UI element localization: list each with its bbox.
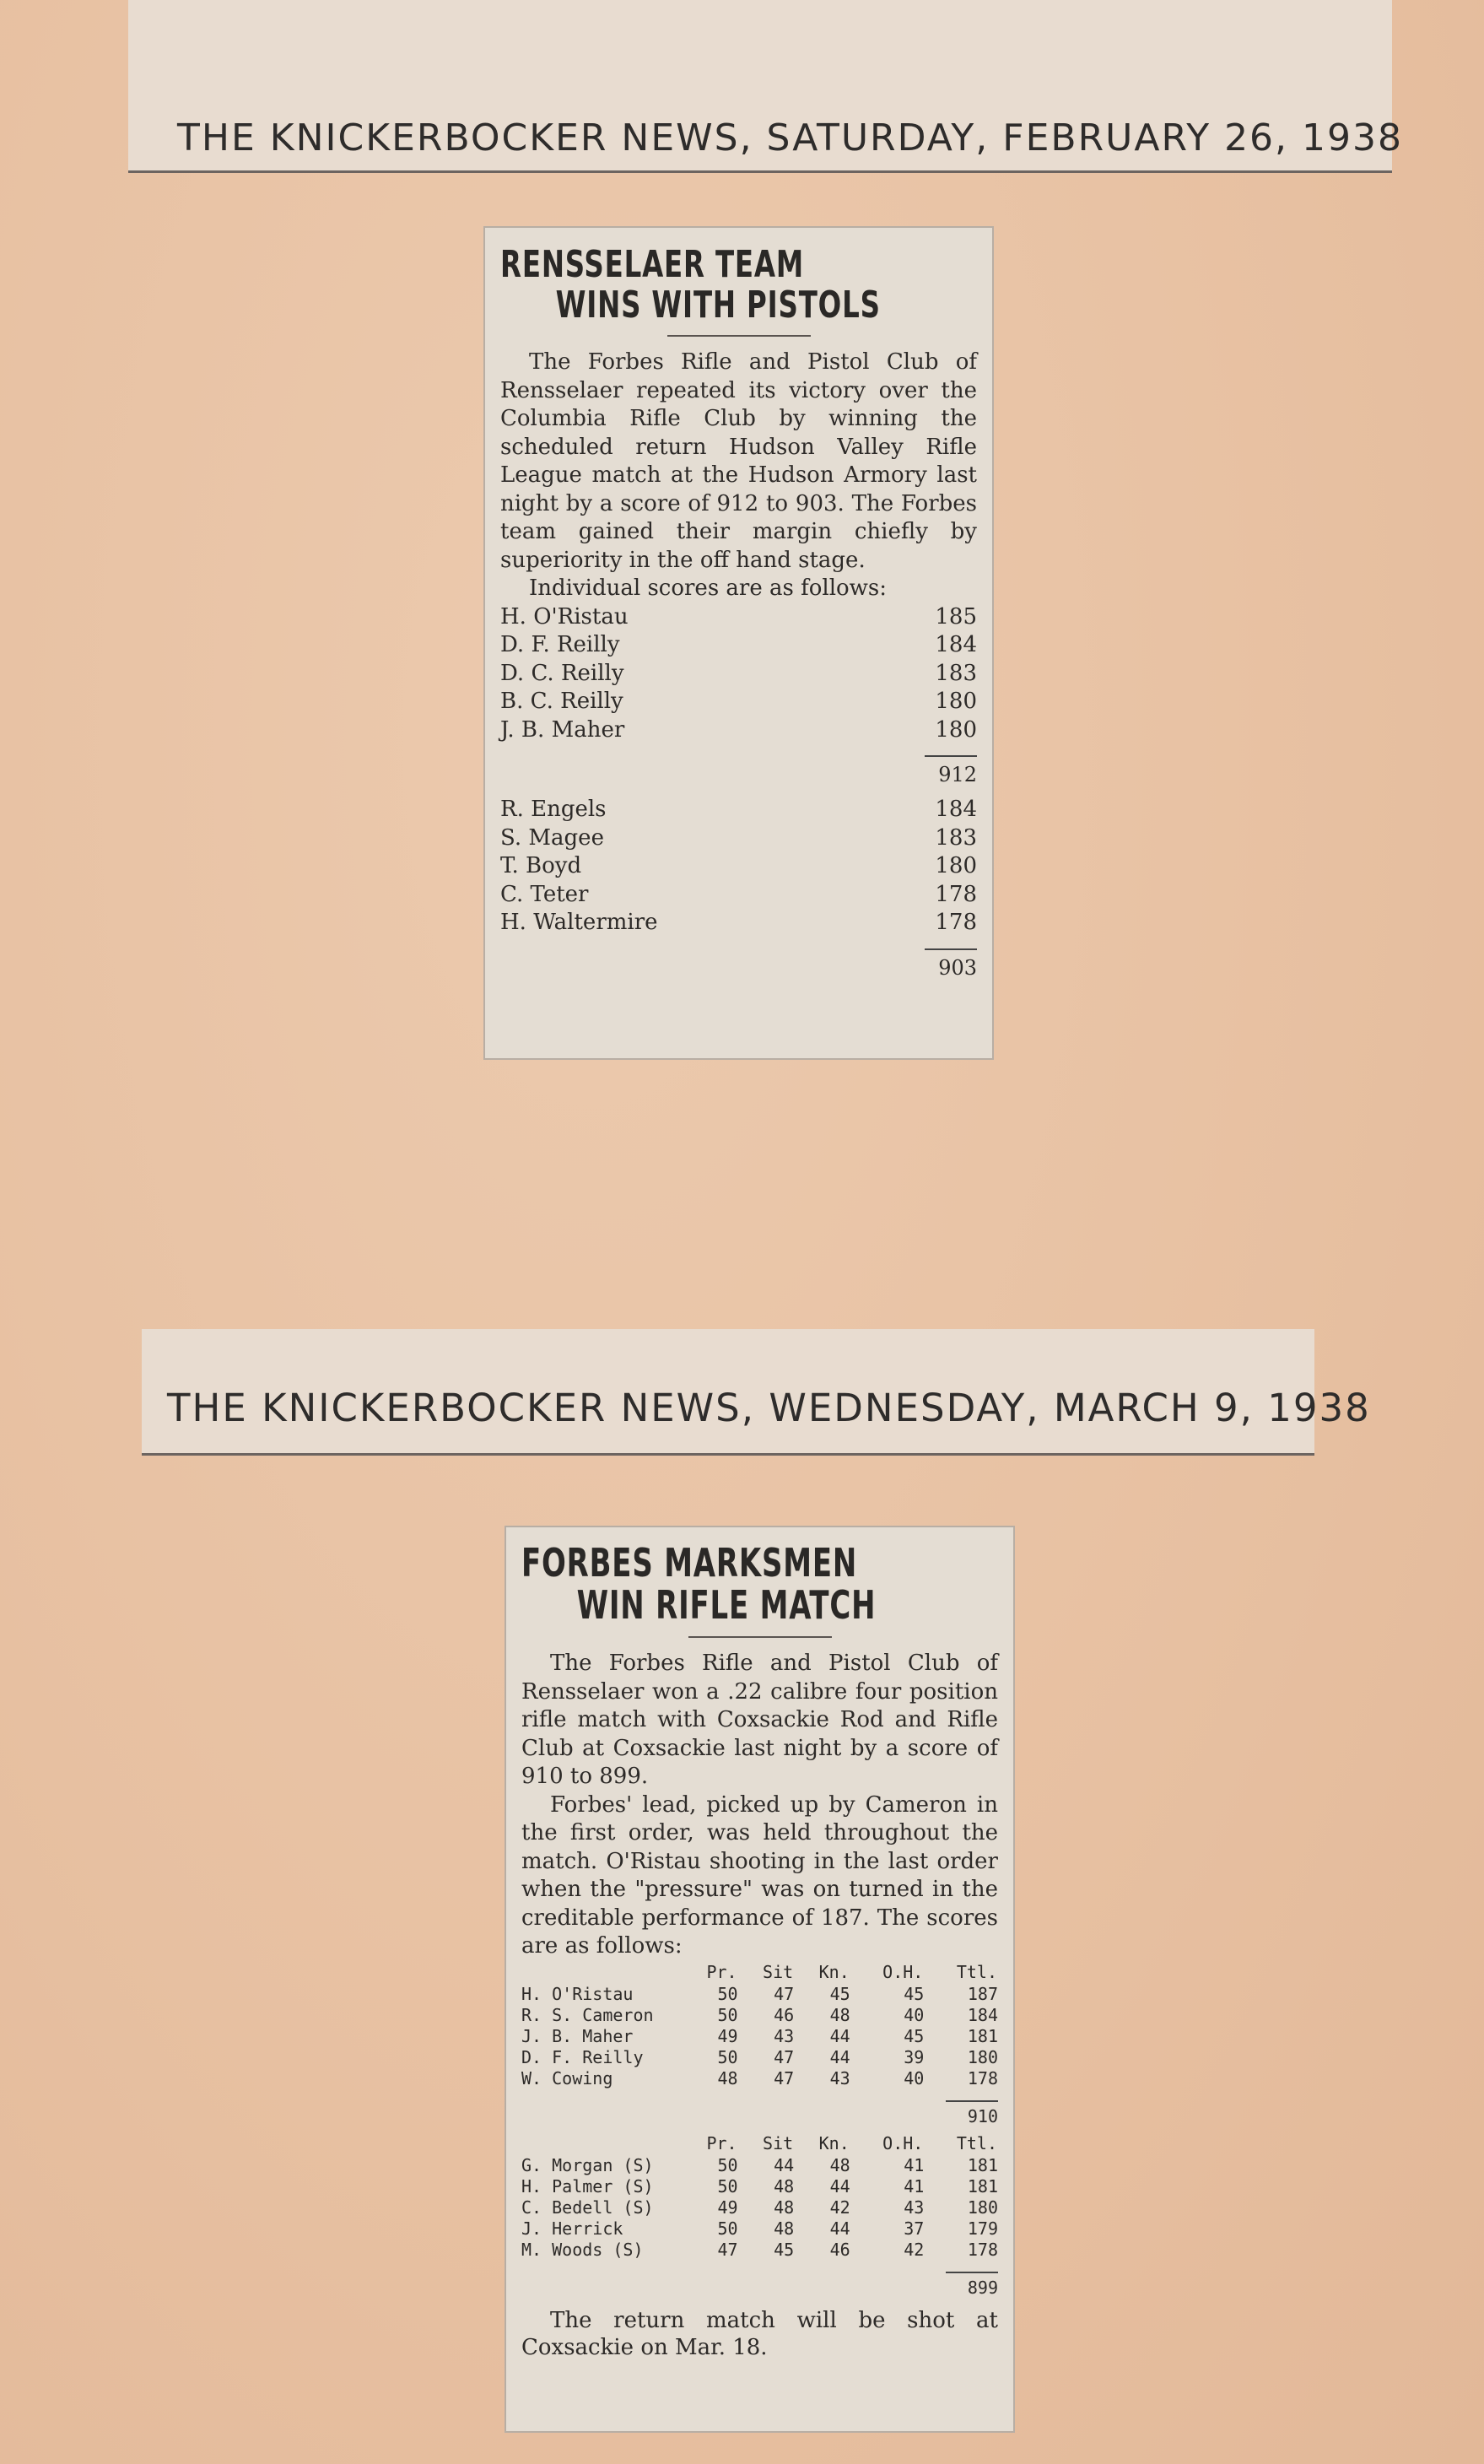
- headline-line-1: FORBES MARKSMEN: [521, 1540, 858, 1586]
- offhand-score: 40: [904, 2004, 925, 2025]
- team-total-forbes: 912: [938, 763, 977, 787]
- total-score: 178: [967, 2067, 998, 2088]
- total-score: 187: [967, 1983, 998, 2004]
- score-row: [500, 852, 977, 881]
- shooter-score: 183: [935, 824, 977, 851]
- column-header: Ttl.: [956, 2132, 997, 2153]
- prone-score: 47: [717, 2239, 738, 2260]
- total-score: 180: [967, 2046, 998, 2067]
- shooter-name: R. Engels: [500, 797, 607, 823]
- shooter-name: B. C. Reilly: [500, 689, 623, 715]
- score-row: [500, 824, 977, 853]
- headline-line-1: RENSSELAER TEAM: [500, 243, 804, 286]
- column-header: Kn.: [818, 2132, 850, 2153]
- shooter-name: W. Cowing: [521, 2067, 613, 2088]
- score-row: [521, 2176, 998, 2197]
- shooter-score: 183: [935, 660, 977, 686]
- column-header: Sit: [763, 2132, 794, 2153]
- score-row: [521, 2047, 998, 2068]
- article-clipping-rifle: [505, 1526, 1015, 2433]
- column-header: Kn.: [818, 1961, 850, 1982]
- headline: [500, 245, 985, 325]
- sitting-score: 43: [774, 2025, 795, 2046]
- prone-score: 50: [717, 2218, 738, 2239]
- shooter-name: J. B. Maher: [521, 2025, 634, 2046]
- column-header: Ttl.: [956, 1961, 997, 1982]
- headline-rule: [688, 1636, 832, 1638]
- column-header: Pr.: [706, 1961, 737, 1982]
- kneeling-score: 46: [829, 2239, 850, 2260]
- total-score: 181: [967, 2175, 998, 2197]
- headline-rule: [667, 335, 811, 337]
- shooter-name: C. Teter: [500, 881, 589, 907]
- article-paragraph-1: The Forbes Rifle and Pistol Club of Rensselaer won a .22 calibre four position rifle match with Coxsackie Rod and Rifle Club at Coxsackie last night by a score of 910 to 899.: [521, 1651, 998, 1790]
- shooter-name: G. Morgan (S): [521, 2154, 654, 2175]
- shooter-name: J. B. Maher: [500, 716, 625, 743]
- total-rule: [521, 2089, 998, 2105]
- article-body: [500, 349, 977, 603]
- kneeling-score: 44: [829, 2046, 850, 2067]
- total-score: 179: [967, 2218, 998, 2239]
- kneeling-score: 44: [829, 2175, 850, 2197]
- offhand-score: 37: [904, 2218, 925, 2239]
- article-body: [521, 1650, 998, 1961]
- score-row: [521, 2068, 998, 2089]
- article-clipping-pistols: [483, 226, 994, 1060]
- prone-score: 50: [717, 2154, 738, 2175]
- shooter-score: 180: [935, 689, 977, 715]
- sitting-score: 47: [774, 2046, 795, 2067]
- article-paragraph: The Forbes Rifle and Pistol Club of Rensselaer repeated its victory over the Columbia Rifle Club by winning the scheduled return Hudson Valley Rifle League match at the Hudson Armory last night by a score of 912 to 903. The Forbes team gained their margin chiefly by superiority in the off hand stage.: [500, 349, 977, 573]
- kneeling-score: 43: [829, 2067, 850, 2088]
- score-row: [500, 796, 977, 824]
- column-header: Sit: [763, 1961, 794, 1982]
- prone-score: 50: [717, 2004, 738, 2025]
- column-header: Pr.: [706, 2132, 737, 2153]
- prone-score: 49: [717, 2025, 738, 2046]
- shooter-score: 184: [935, 797, 977, 823]
- score-row: [521, 2218, 998, 2240]
- score-row: [500, 603, 977, 632]
- total-score: 180: [967, 2197, 998, 2218]
- score-row: [521, 2240, 998, 2261]
- score-row: [521, 2197, 998, 2218]
- score-row: [500, 688, 977, 716]
- score-row: [500, 716, 977, 745]
- shooter-name: S. Magee: [500, 824, 604, 851]
- kneeling-score: 48: [829, 2004, 850, 2025]
- sitting-score: 48: [774, 2218, 795, 2239]
- offhand-score: 39: [904, 2046, 925, 2067]
- offhand-score: 40: [904, 2067, 925, 2088]
- offhand-score: 41: [904, 2154, 925, 2175]
- shooter-name: H. O'Ristau: [521, 1983, 634, 2004]
- total-score: 181: [967, 2154, 998, 2175]
- sitting-score: 45: [774, 2239, 795, 2260]
- shooter-name: M. Woods (S): [521, 2239, 644, 2260]
- score-table-forbes: [521, 1961, 998, 2089]
- score-row: [521, 2155, 998, 2176]
- dateline-clipping-2: [142, 1329, 1371, 1456]
- shooter-score: 180: [935, 716, 977, 743]
- score-row: [521, 1984, 998, 2005]
- score-table-columbia: [500, 796, 977, 938]
- score-row: [500, 660, 977, 689]
- prone-score: 50: [717, 2175, 738, 2197]
- column-header: O.H.: [882, 1961, 924, 1982]
- shooter-name: R. S. Cameron: [521, 2004, 654, 2025]
- shooter-name: D. C. Reilly: [500, 660, 624, 686]
- offhand-score: 41: [904, 2175, 925, 2197]
- shooter-name: J. Herrick: [521, 2218, 623, 2239]
- score-row: [500, 909, 977, 938]
- shooter-name: H. O'Ristau: [500, 603, 629, 630]
- score-table-coxsackie: [521, 2132, 998, 2261]
- score-row: [521, 2005, 998, 2026]
- score-table-forbes: [500, 603, 977, 745]
- sitting-score: 44: [774, 2154, 795, 2175]
- sitting-score: 48: [774, 2197, 795, 2218]
- kneeling-score: 44: [829, 2025, 850, 2046]
- total-rule: [521, 2261, 998, 2277]
- article-paragraph-2: Forbes' lead, picked up by Cameron in the first order, was held throughout the match. O'Ristau shooting in the last order when the "pressure" was on turned in the creditable performance of 187. The scores are as follows:: [521, 1791, 998, 1959]
- headline-line-2: WIN RIFLE MATCH: [576, 1581, 877, 1628]
- shooter-name: D. F. Reilly: [500, 632, 620, 658]
- headline: [521, 1540, 1006, 1628]
- team-total-columbia: 903: [938, 955, 977, 980]
- shooter-score: 185: [935, 603, 977, 630]
- score-row: [500, 631, 977, 660]
- total-rule: [500, 744, 977, 760]
- sitting-score: 47: [774, 1983, 795, 2004]
- score-row: [500, 881, 977, 910]
- sitting-score: 46: [774, 2004, 795, 2025]
- shooter-name: C. Bedell (S): [521, 2197, 654, 2218]
- dateline-clipping-1: [128, 0, 1404, 173]
- prone-score: 48: [717, 2067, 738, 2088]
- column-header: O.H.: [882, 2132, 924, 2153]
- prone-score: 50: [717, 1983, 738, 2004]
- shooter-score: 178: [935, 881, 977, 907]
- total-rule: [500, 938, 977, 954]
- team-total-coxsackie: 899: [967, 2277, 998, 2298]
- offhand-score: 42: [904, 2239, 925, 2260]
- total-score: 178: [967, 2239, 998, 2260]
- offhand-score: 43: [904, 2197, 925, 2218]
- team-total-forbes: 910: [967, 2105, 998, 2126]
- total-score: 184: [967, 2004, 998, 2025]
- prone-score: 49: [717, 2197, 738, 2218]
- kneeling-score: 44: [829, 2218, 850, 2239]
- dateline-text: THE KNICKERBOCKER NEWS, SATURDAY, FEBRUARY 26, 1938: [177, 116, 1404, 159]
- kneeling-score: 42: [829, 2197, 850, 2218]
- shooter-name: T. Boyd: [500, 853, 582, 879]
- kneeling-score: 48: [829, 2154, 850, 2175]
- kneeling-score: 45: [829, 1983, 850, 2004]
- shooter-name: H. Waltermire: [500, 910, 658, 936]
- score-row: [521, 2026, 998, 2047]
- total-score: 181: [967, 2025, 998, 2046]
- shooter-name: H. Palmer (S): [521, 2175, 654, 2197]
- offhand-score: 45: [904, 2025, 925, 2046]
- prone-score: 50: [717, 2046, 738, 2067]
- offhand-score: 45: [904, 1983, 925, 2004]
- headline-line-2: WINS WITH PISTOLS: [555, 283, 881, 327]
- closing-note: The return match will be shot at Coxsackie on Mar. 18.: [521, 2307, 998, 2360]
- shooter-score: 184: [935, 632, 977, 658]
- shooter-score: 178: [935, 910, 977, 936]
- shooter-score: 180: [935, 853, 977, 879]
- scores-intro: Individual scores are as follows:: [529, 575, 888, 602]
- shooter-name: D. F. Reilly: [521, 2046, 644, 2067]
- dateline-text: THE KNICKERBOCKER NEWS, WEDNESDAY, MARCH 9, 1938: [167, 1386, 1371, 1430]
- sitting-score: 48: [774, 2175, 795, 2197]
- sitting-score: 47: [774, 2067, 795, 2088]
